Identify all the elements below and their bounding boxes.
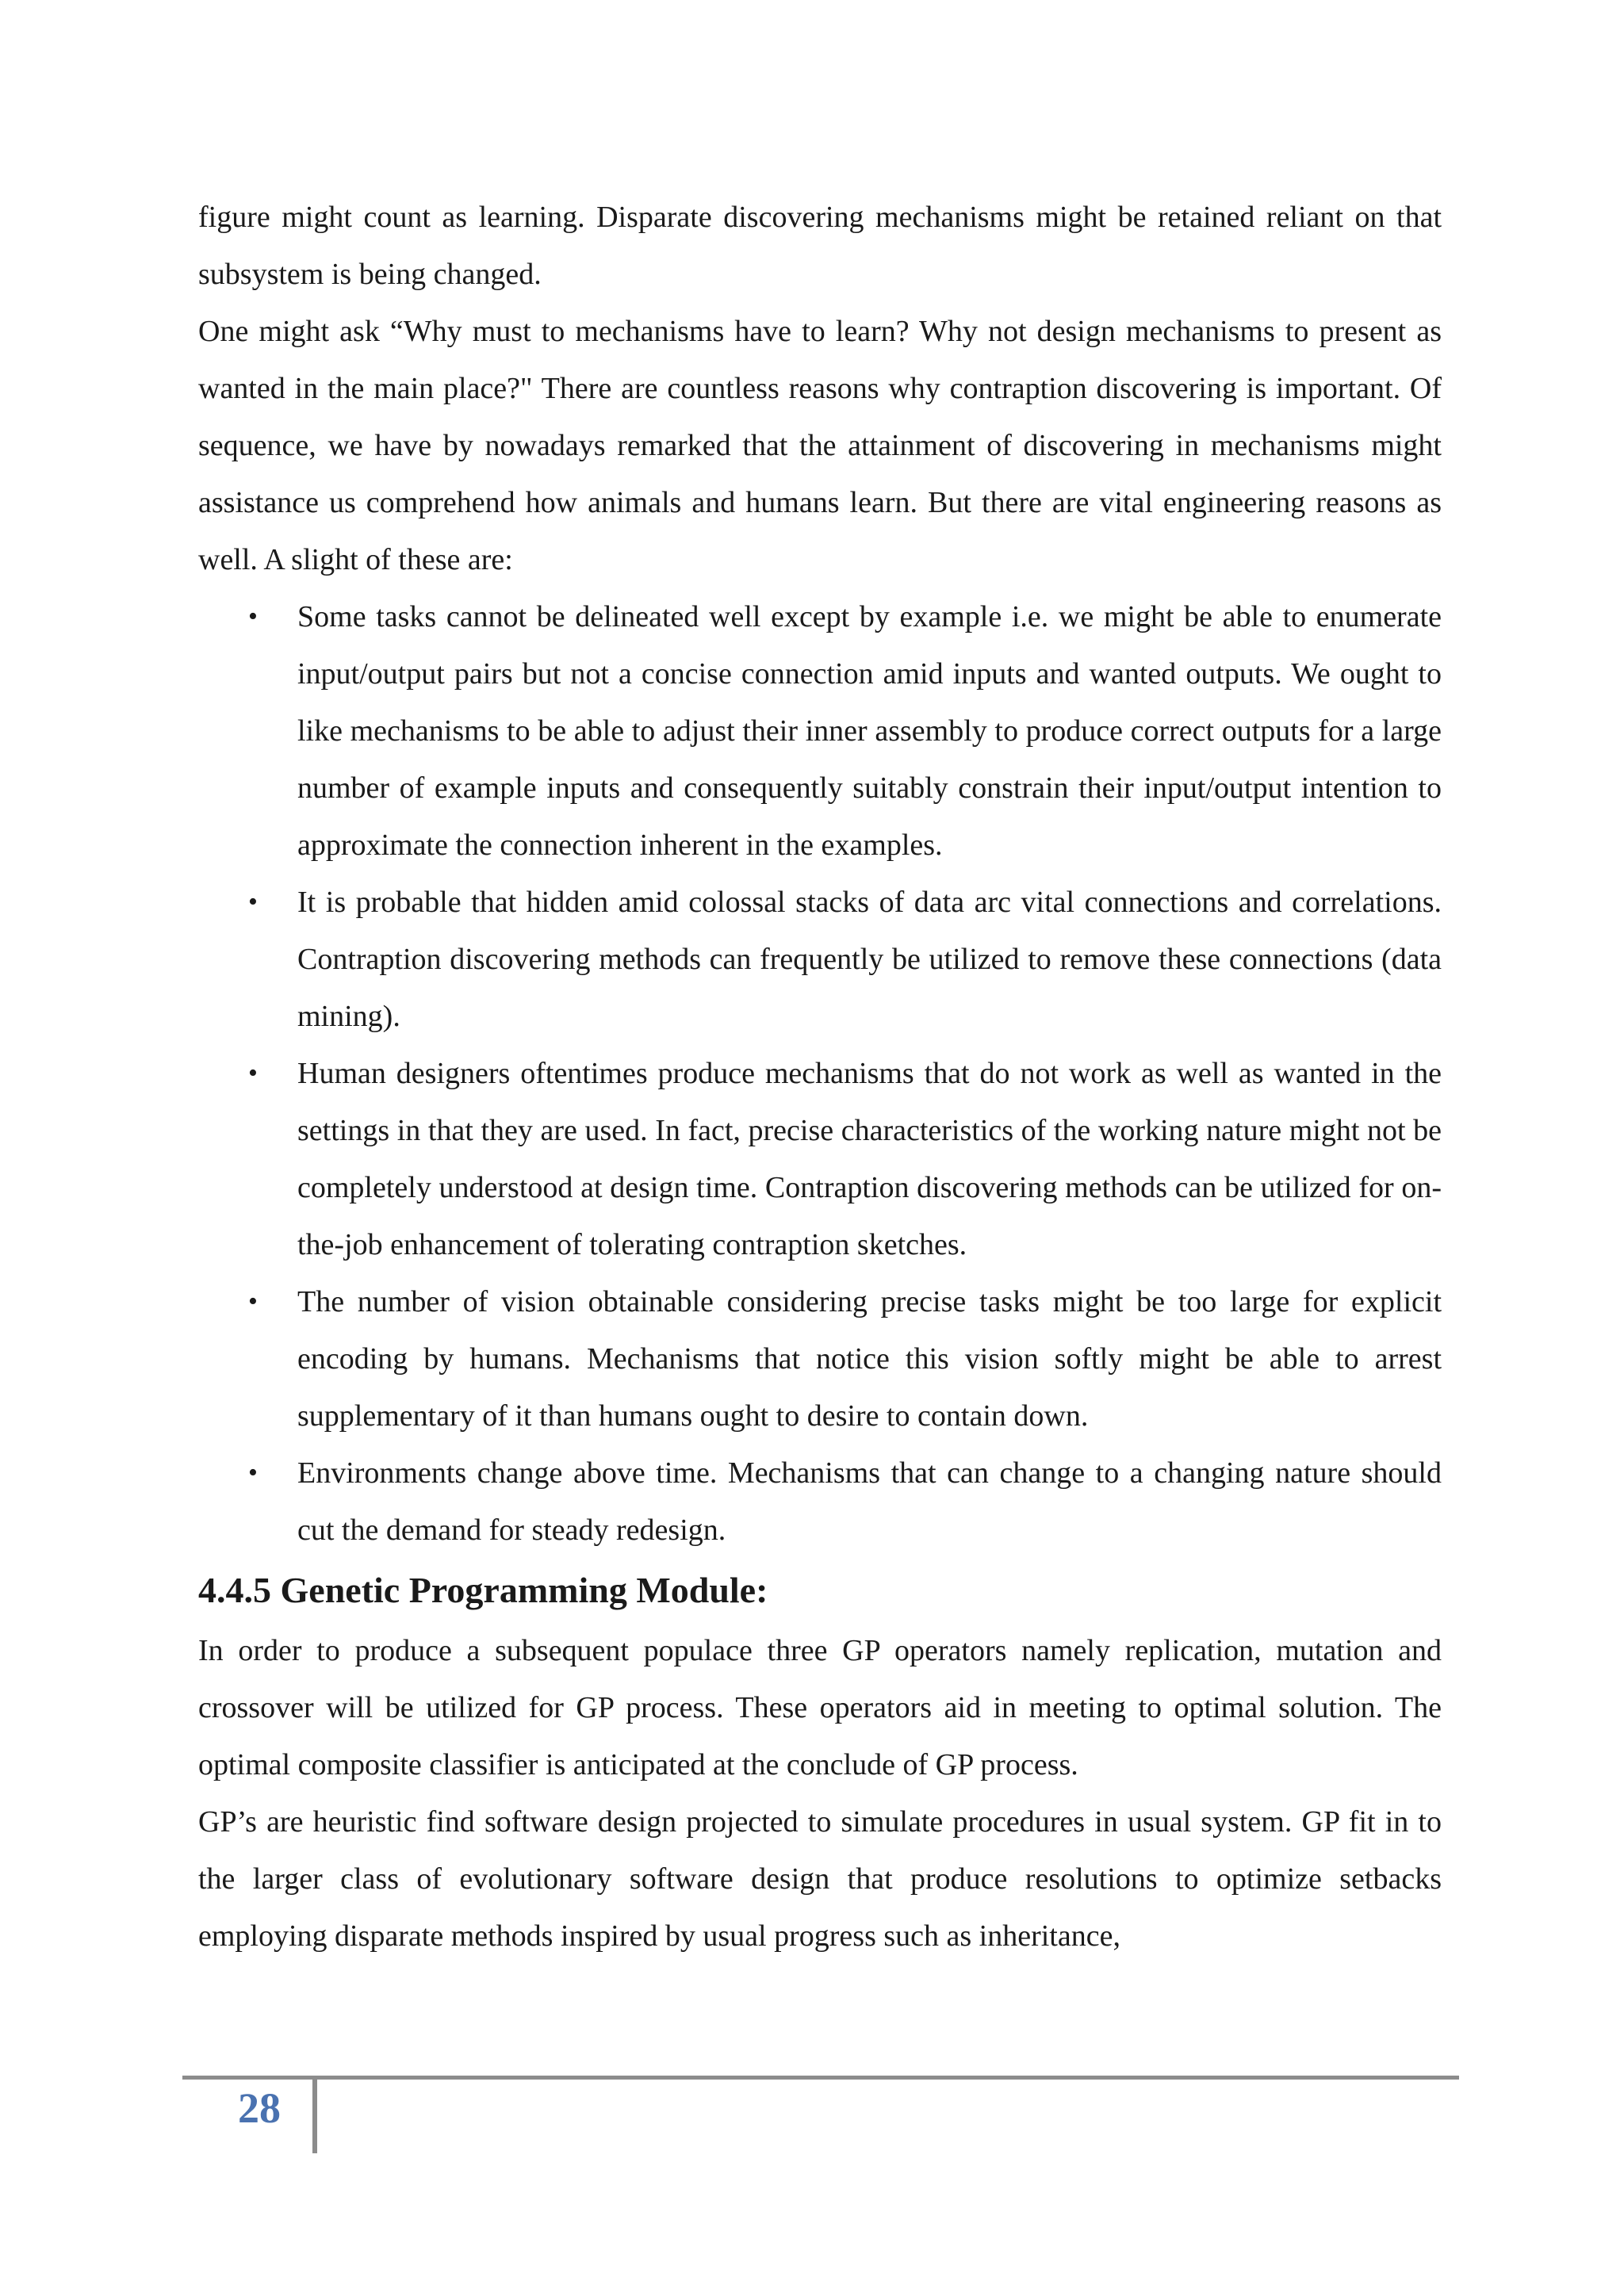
bullet-icon: • — [248, 887, 258, 916]
reasons-list — [198, 588, 1442, 1559]
bullet-icon: • — [248, 1058, 258, 1088]
list-item-text: Environments change above time. Mechanisms that can change to a changing nature should cut the demand for steady redesign. — [297, 1456, 1442, 1547]
paragraph-gp-operators: In order to produce a subsequent populace three GP operators namely replication, mutation and crossover will be utilized for GP process. These operators aid in meeting to optimal solution. The optimal composite classifier is anticipated at the conclude of GP process. — [198, 1634, 1442, 1781]
list-item-text: Human designers oftentimes produce mechanisms that do not work as well as wanted in the settings in that they are used. In fact, precise characteristics of the working nature might not be completely understood at design time. Contraption discovering methods can be utilized for on-the-job enhancement of tolerating contraption sketches. — [297, 1057, 1442, 1261]
list-item-text: Some tasks cannot be delineated well except by example i.e. we might be able to enumerate input/output pairs but not a concise connection amid inputs and wanted outputs. We ought to like mechanisms to be able to adjust their inner assembly to produce correct outputs for a large number of example inputs and consequently suitably constrain their input/output intention to approximate the connection inherent in the examples. — [297, 600, 1442, 862]
list-item — [198, 1445, 1442, 1559]
bullet-icon: • — [248, 1458, 258, 1487]
body-text — [198, 189, 1442, 1965]
paragraph-gp-definition: GP’s are heuristic find software design projected to simulate procedures in usual system. GP fit in to the larger class of evolutionary software design that produce resolutions to optimize setbacks employing disparate methods inspired by usual progress such as inheritance, — [198, 1805, 1442, 1953]
footer-rule — [182, 2076, 1459, 2080]
list-item-text: It is probable that hidden amid colossal stacks of data arc vital connections and correlations. Contraption discovering methods can frequently be utilized to remove these connections (data mining). — [297, 886, 1442, 1033]
list-item — [198, 588, 1442, 874]
list-item — [198, 1045, 1442, 1273]
footer-divider — [312, 2077, 317, 2153]
list-item — [198, 874, 1442, 1045]
paragraph-why-learn: One might ask “Why must to mechanisms have to learn? Why not design mechanisms to present as wanted in the main place?" There are countless reasons why contraption discovering is important. Of sequence, we have by nowadays remarked that the attainment of discovering in mechanisms might assistance us comprehend how animals and humans learn. But there are vital engineering reasons as well. A slight of these are: — [198, 315, 1442, 576]
section-heading: 4.4.5 Genetic Programming Module: — [198, 1570, 768, 1610]
list-item — [198, 1273, 1442, 1445]
bullet-icon: • — [248, 1287, 258, 1316]
page-number: 28 — [238, 2084, 281, 2132]
list-item-text: The number of vision obtainable considering precise tasks might be too large for explicit encoding by humans. Mechanisms that notice this vision softly might be able to arrest supplementary of it than humans ought to desire to contain down. — [297, 1285, 1442, 1433]
bullet-icon: • — [248, 602, 258, 631]
paragraph-continuation: figure might count as learning. Disparate discovering mechanisms might be retained reliant on that subsystem is being changed. — [198, 201, 1442, 291]
